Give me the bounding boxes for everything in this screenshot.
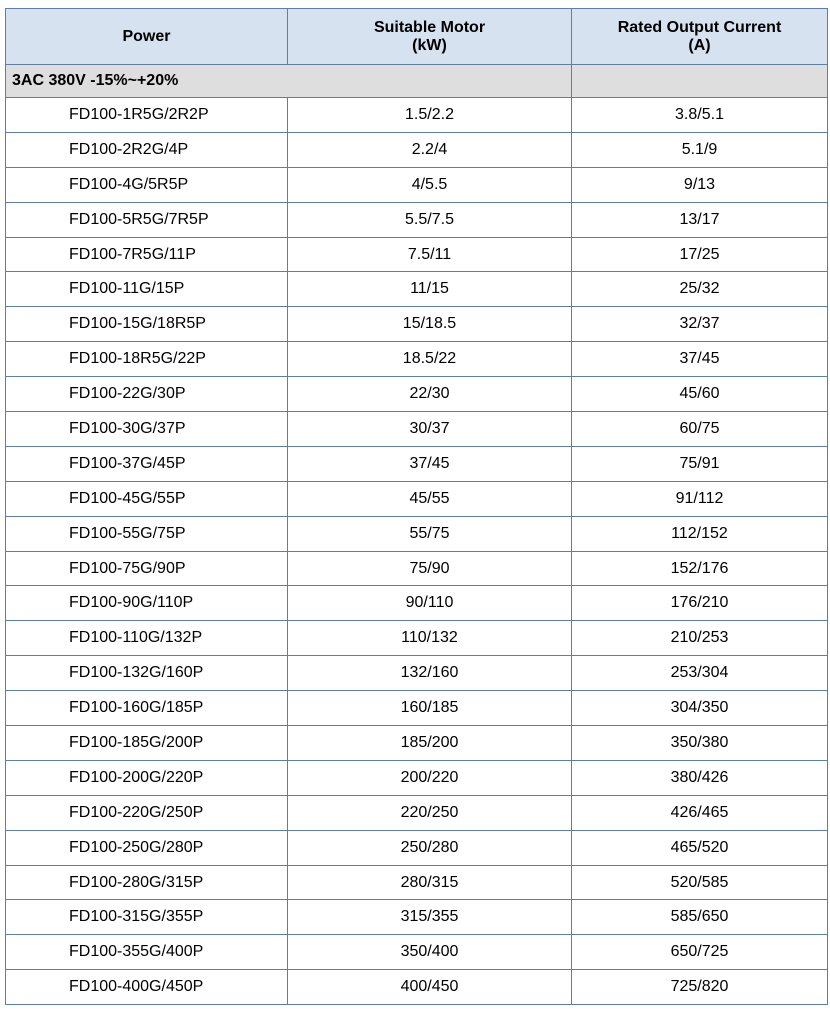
motor-kw-cell: 30/37 xyxy=(288,412,572,447)
model-cell: FD100-11G/15P xyxy=(6,272,288,307)
model-cell: FD100-160G/185P xyxy=(6,691,288,726)
drive-spec-table xyxy=(5,8,828,1005)
motor-kw-cell: 90/110 xyxy=(288,586,572,621)
model-cell: FD100-185G/200P xyxy=(6,726,288,761)
header-rated-current xyxy=(572,9,828,65)
motor-kw-cell: 132/160 xyxy=(288,656,572,691)
output-current-cell: 253/304 xyxy=(572,656,828,691)
table-row xyxy=(6,586,828,621)
model-cell: FD100-110G/132P xyxy=(6,621,288,656)
model-cell: FD100-2R2G/4P xyxy=(6,132,288,167)
header-power-label: Power xyxy=(122,27,171,45)
output-current-cell: 210/253 xyxy=(572,621,828,656)
model-cell: FD100-22G/30P xyxy=(6,377,288,412)
model-cell: FD100-7R5G/11P xyxy=(6,237,288,272)
motor-kw-cell: 37/45 xyxy=(288,446,572,481)
table-row xyxy=(6,760,828,795)
header-suitable-motor xyxy=(288,9,572,65)
output-current-cell: 520/585 xyxy=(572,865,828,900)
model-cell: FD100-37G/45P xyxy=(6,446,288,481)
model-cell: FD100-15G/18R5P xyxy=(6,307,288,342)
output-current-cell: 17/25 xyxy=(572,237,828,272)
model-cell: FD100-55G/75P xyxy=(6,516,288,551)
table-row xyxy=(6,377,828,412)
output-current-cell: 25/32 xyxy=(572,272,828,307)
section-row xyxy=(6,65,828,98)
table-row xyxy=(6,726,828,761)
table-row xyxy=(6,132,828,167)
section-empty-cell xyxy=(572,65,828,98)
table-row xyxy=(6,342,828,377)
header-power xyxy=(6,9,288,65)
model-cell: FD100-220G/250P xyxy=(6,795,288,830)
model-cell: FD100-315G/355P xyxy=(6,900,288,935)
output-current-cell: 3.8/5.1 xyxy=(572,98,828,133)
output-current-cell: 152/176 xyxy=(572,551,828,586)
model-cell: FD100-45G/55P xyxy=(6,481,288,516)
motor-kw-cell: 110/132 xyxy=(288,621,572,656)
table-row xyxy=(6,237,828,272)
motor-kw-cell: 160/185 xyxy=(288,691,572,726)
motor-kw-cell: 5.5/7.5 xyxy=(288,202,572,237)
model-cell: FD100-4G/5R5P xyxy=(6,167,288,202)
motor-kw-cell: 315/355 xyxy=(288,900,572,935)
table-row xyxy=(6,830,828,865)
output-current-cell: 380/426 xyxy=(572,760,828,795)
motor-kw-cell: 400/450 xyxy=(288,970,572,1005)
header-row xyxy=(6,9,828,65)
model-cell: FD100-280G/315P xyxy=(6,865,288,900)
output-current-cell: 60/75 xyxy=(572,412,828,447)
table-row xyxy=(6,900,828,935)
output-current-cell: 45/60 xyxy=(572,377,828,412)
model-cell: FD100-5R5G/7R5P xyxy=(6,202,288,237)
table-row xyxy=(6,202,828,237)
output-current-cell: 426/465 xyxy=(572,795,828,830)
motor-kw-cell: 45/55 xyxy=(288,481,572,516)
model-cell: FD100-90G/110P xyxy=(6,586,288,621)
output-current-cell: 304/350 xyxy=(572,691,828,726)
header-current-line2: (A) xyxy=(688,36,711,54)
table-row xyxy=(6,691,828,726)
table-row xyxy=(6,307,828,342)
output-current-cell: 32/37 xyxy=(572,307,828,342)
table-row xyxy=(6,795,828,830)
output-current-cell: 650/725 xyxy=(572,935,828,970)
table-row xyxy=(6,98,828,133)
table-row xyxy=(6,621,828,656)
section-label: 3AC 380V -15%~+20% xyxy=(6,65,572,98)
table-row xyxy=(6,446,828,481)
output-current-cell: 91/112 xyxy=(572,481,828,516)
motor-kw-cell: 280/315 xyxy=(288,865,572,900)
motor-kw-cell: 11/15 xyxy=(288,272,572,307)
output-current-cell: 37/45 xyxy=(572,342,828,377)
motor-kw-cell: 185/200 xyxy=(288,726,572,761)
output-current-cell: 9/13 xyxy=(572,167,828,202)
model-cell: FD100-355G/400P xyxy=(6,935,288,970)
motor-kw-cell: 350/400 xyxy=(288,935,572,970)
motor-kw-cell: 250/280 xyxy=(288,830,572,865)
motor-kw-cell: 2.2/4 xyxy=(288,132,572,167)
output-current-cell: 112/152 xyxy=(572,516,828,551)
table-row xyxy=(6,865,828,900)
table-row xyxy=(6,656,828,691)
model-cell: FD100-30G/37P xyxy=(6,412,288,447)
header-motor-line2: (kW) xyxy=(412,36,447,54)
motor-kw-cell: 220/250 xyxy=(288,795,572,830)
model-cell: FD100-18R5G/22P xyxy=(6,342,288,377)
header-current-line1: Rated Output Current xyxy=(617,18,782,36)
header-motor-line1: Suitable Motor xyxy=(373,18,486,36)
table-row xyxy=(6,481,828,516)
motor-kw-cell: 4/5.5 xyxy=(288,167,572,202)
output-current-cell: 585/650 xyxy=(572,900,828,935)
model-cell: FD100-75G/90P xyxy=(6,551,288,586)
output-current-cell: 5.1/9 xyxy=(572,132,828,167)
table-row xyxy=(6,935,828,970)
model-cell: FD100-132G/160P xyxy=(6,656,288,691)
output-current-cell: 350/380 xyxy=(572,726,828,761)
output-current-cell: 725/820 xyxy=(572,970,828,1005)
motor-kw-cell: 200/220 xyxy=(288,760,572,795)
motor-kw-cell: 7.5/11 xyxy=(288,237,572,272)
motor-kw-cell: 15/18.5 xyxy=(288,307,572,342)
output-current-cell: 176/210 xyxy=(572,586,828,621)
table-row xyxy=(6,167,828,202)
output-current-cell: 75/91 xyxy=(572,446,828,481)
table-row xyxy=(6,272,828,307)
model-cell: FD100-250G/280P xyxy=(6,830,288,865)
table-row xyxy=(6,412,828,447)
table-row xyxy=(6,516,828,551)
motor-kw-cell: 1.5/2.2 xyxy=(288,98,572,133)
table-body xyxy=(6,65,828,1005)
motor-kw-cell: 75/90 xyxy=(288,551,572,586)
output-current-cell: 13/17 xyxy=(572,202,828,237)
model-cell: FD100-200G/220P xyxy=(6,760,288,795)
motor-kw-cell: 18.5/22 xyxy=(288,342,572,377)
spec-table-container xyxy=(5,8,827,1005)
table-row xyxy=(6,551,828,586)
model-cell: FD100-1R5G/2R2P xyxy=(6,98,288,133)
table-header xyxy=(6,9,828,65)
model-cell: FD100-400G/450P xyxy=(6,970,288,1005)
motor-kw-cell: 55/75 xyxy=(288,516,572,551)
motor-kw-cell: 22/30 xyxy=(288,377,572,412)
output-current-cell: 465/520 xyxy=(572,830,828,865)
table-row xyxy=(6,970,828,1005)
